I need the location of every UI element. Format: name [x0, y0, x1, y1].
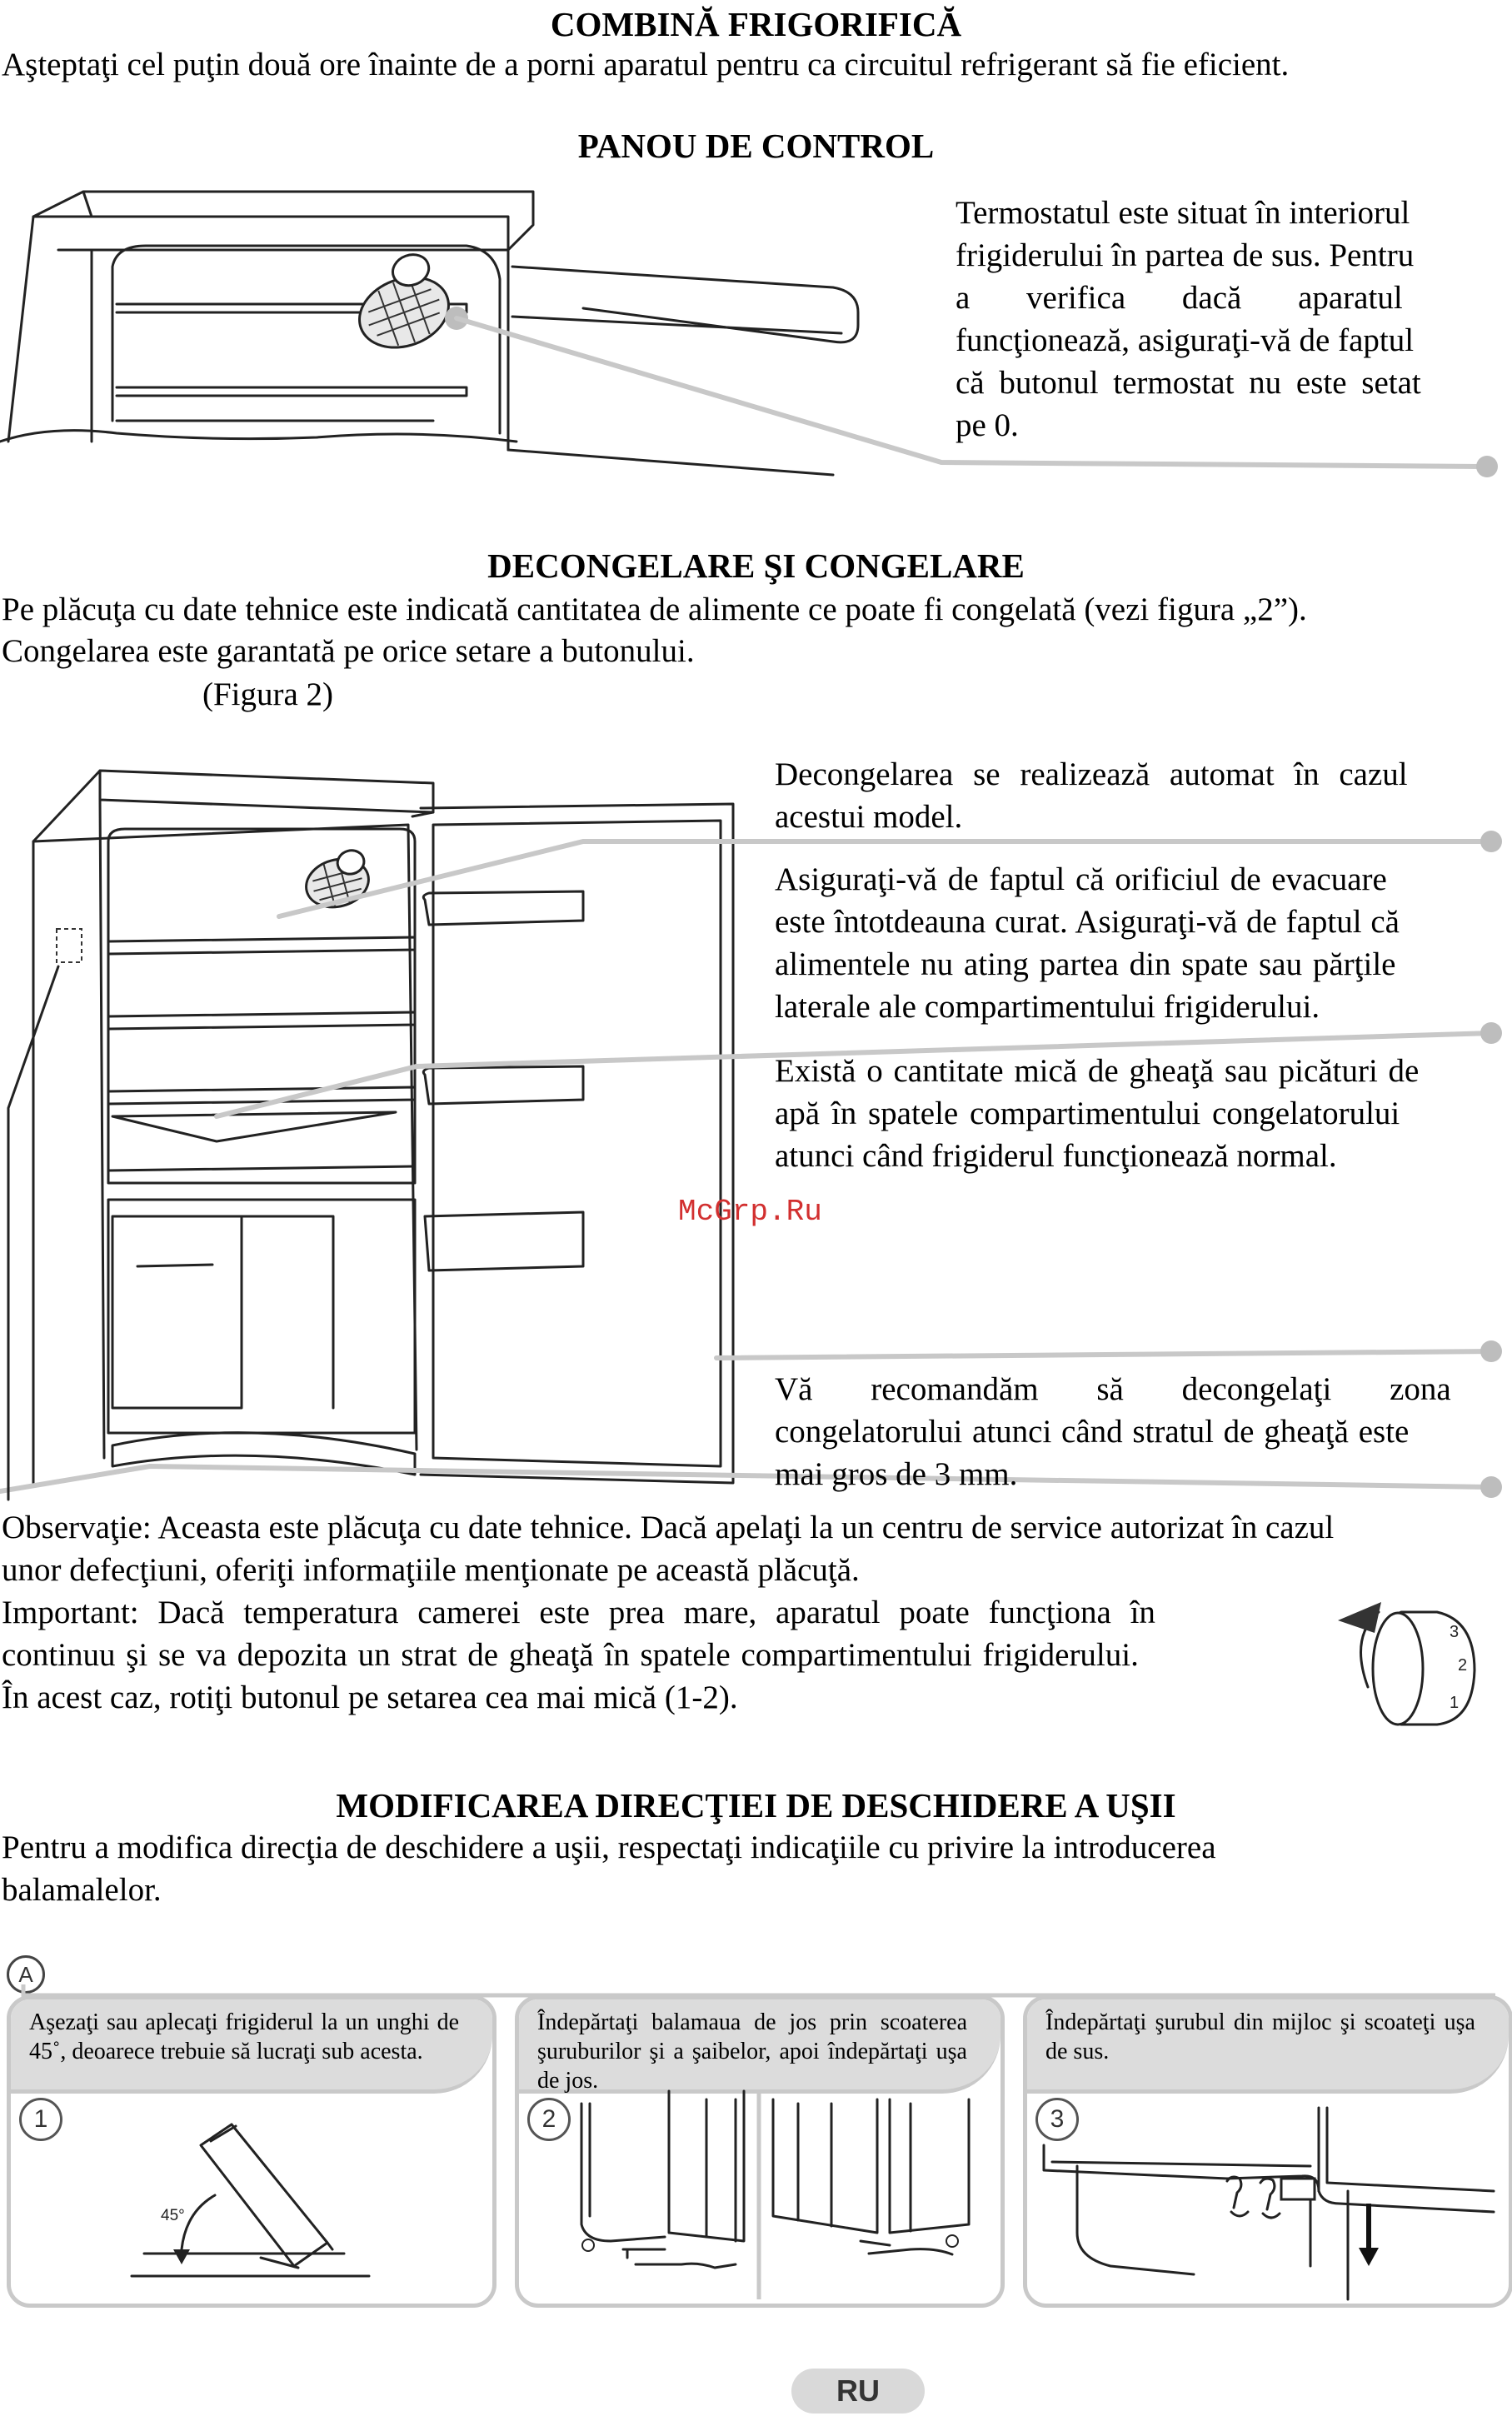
- note-defrost-freezer: Vă recomandăm să decongelaţi zona congelatorului atunci când stratul de gheaţă este mai gros de 3 mm.: [775, 1371, 1451, 1492]
- step-1-number: 1: [19, 2098, 62, 2141]
- figure-2-caption: (Figura 2): [202, 676, 334, 712]
- decongelare-line-2: Congelarea este garantată pe orice setare a butonului.: [2, 633, 695, 669]
- angle-label: 45°: [161, 2207, 185, 2224]
- step-2-panel: [515, 1995, 1005, 2308]
- intro-paragraph: Aşteptaţi cel puţin două ore înainte de a porni aparatul pentru ca circuitul refrigerant să fie eficient.: [2, 47, 1290, 82]
- title-combina-frigorifica: COMBINĂ FRIGORIFICĂ: [550, 5, 962, 43]
- step-1-text: Aşezaţi sau aplecaţi frigiderul la un unghi de 45˚, deoarece trebuie să lucraţi sub acesta.: [29, 2009, 459, 2064]
- important-paragraph: Important: Dacă temperatura camerei este prea mare, aparatul poate funcţiona în continuu şi se va depozita un strat de gheaţă în spatele compartimentului frigiderului. În acest caz, rotiţi butonul pe setarea cea mai mică (1-2).: [2, 1595, 1155, 1715]
- section-marker-a: A: [7, 1955, 45, 1994]
- note-ice-droplets: Există o cantitate mică de gheaţă sau picături de apă în spatele compartimentului congelatorului atunci când frigiderul funcţionează normal.: [775, 1053, 1420, 1174]
- step-2-text: Îndepărtaţi balamaua de jos prin scoaterea şuruburilor şi a şaibelor, apoi îndepărtaţi uşa de jos.: [537, 2009, 967, 2094]
- step-3-panel: [1023, 1995, 1512, 2308]
- step-3-text: Îndepărtaţi şurubul din mijloc şi scoateţi uşa de sus.: [1045, 2009, 1475, 2064]
- knob-label-3: 3: [1450, 1623, 1460, 1641]
- page-language-label: RU: [791, 2369, 925, 2414]
- knob-rotate-icon: [1333, 1587, 1500, 1745]
- step-3-number: 3: [1035, 2098, 1079, 2141]
- heading-decongelare: DECONGELARE ŞI CONGELARE: [487, 547, 1025, 585]
- decongelare-line-1: Pe plăcuţa cu date tehnice este indicată cantitatea de alimente ce poate fi congelată (vezi figura „2”).: [2, 592, 1307, 627]
- heading-panou-de-control: PANOU DE CONTROL: [577, 127, 935, 165]
- heading-modificarea-directiei: MODIFICAREA DIRECŢIEI DE DESCHIDERE A UŞII: [336, 1786, 1176, 1824]
- observatie-paragraph: Observaţie: Aceasta este plăcuţa cu date tehnice. Dacă apelaţi la un centru de service autorizat în cazul unor defecţiuni, oferiţi informaţiile menţionate pe această plăcuţă.: [2, 1510, 1335, 1588]
- step-2-number: 2: [527, 2098, 571, 2141]
- modificare-paragraph: Pentru a modifica direcţia de deschidere a uşii, respectaţi indicaţiile cu privire la introducerea balamalelor.: [2, 1829, 1216, 1908]
- panou-description: Termostatul este situat în interiorul frigiderului în partea de sus. Pentru a verifica dacă aparatul funcţionează, asiguraţi-vă de faptul că butonul termostat nu este setat pe 0.: [956, 195, 1421, 443]
- knob-label-1: 1: [1450, 1694, 1460, 1712]
- watermark: McGrp.Ru: [678, 1195, 822, 1229]
- step-3-illustration: [1027, 1999, 1509, 2304]
- step-1-illustration: [11, 1999, 492, 2304]
- note-defrost-automatic: Decongelarea se realizează automat în cazul acestui model.: [775, 756, 1408, 835]
- step-2-illustration: [519, 1999, 1001, 2304]
- knob-label-2: 2: [1458, 1656, 1468, 1675]
- step-1-panel: [7, 1995, 497, 2308]
- note-drain-hole: Asiguraţi-vă de faptul că orificiul de evacuare este întotdeauna curat. Asiguraţi-vă de faptul că alimentele nu ating partea din spate sau părţile laterale ale compartimentului frigiderului.: [775, 861, 1400, 1025]
